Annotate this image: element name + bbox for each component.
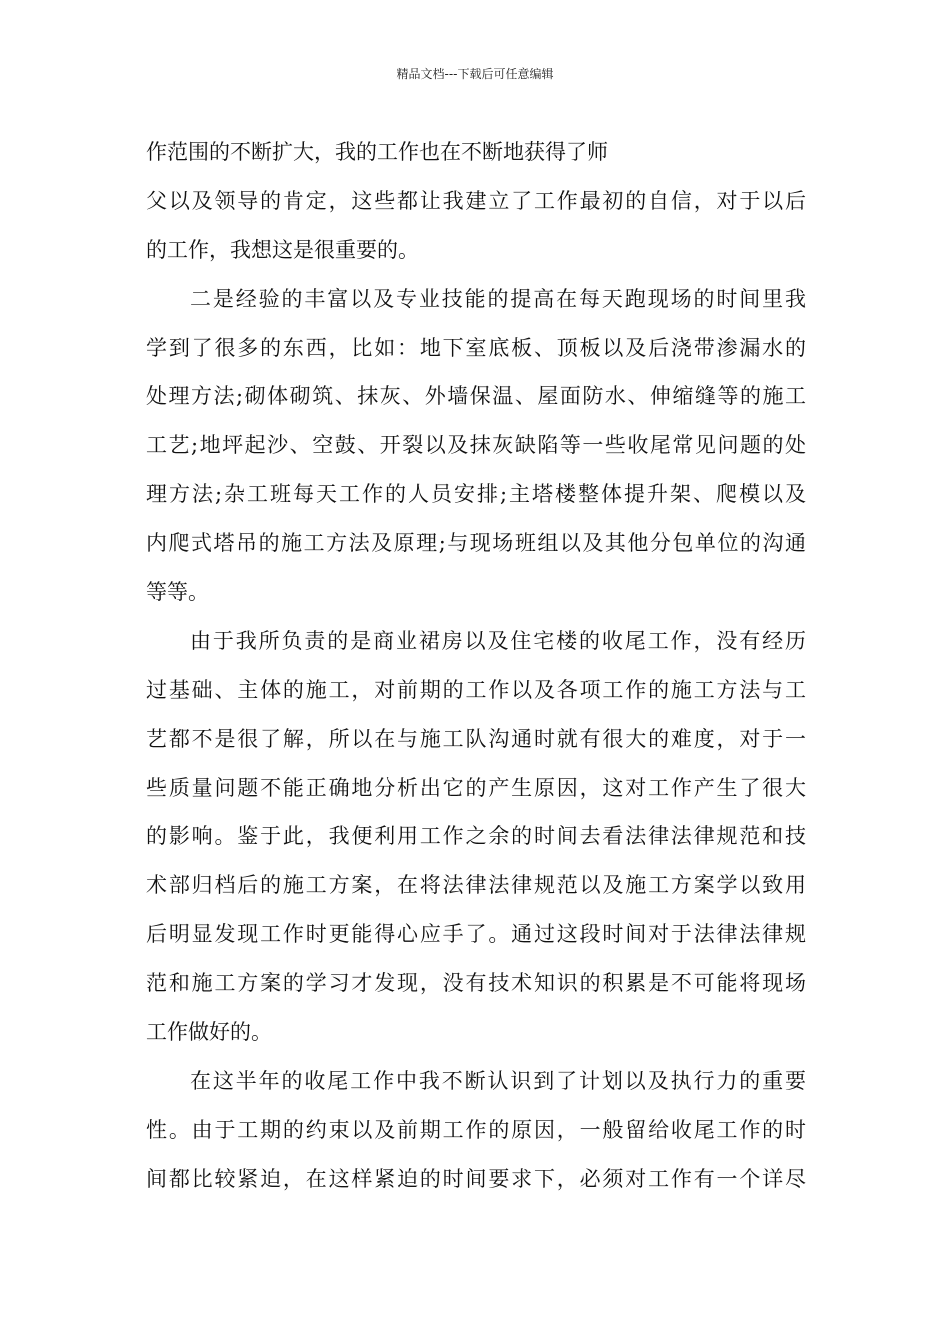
text-line: 等等。 (146, 580, 209, 605)
text-line: 些质量问题不能正确地分析出它的产生原因，这对工作产生了很大 (146, 775, 806, 800)
paragraph (146, 1057, 806, 1204)
text-line: 间都比较紧迫，在这样紧迫的时间要求下，必须对工作有一个详尽 (146, 1166, 806, 1191)
text-line: 术部归档后的施工方案，在将法律法律规范以及施工方案学以致用 (146, 873, 806, 898)
text-line: 在这半年的收尾工作中我不断认识到了计划以及执行力的重要 (190, 1068, 806, 1093)
text-line: 处理方法;砌体砌筑、抹灰、外墙保温、屋面防水、伸缩缝等的施工 (146, 384, 806, 409)
text-line: 理方法;杂工班每天工作的人员安排;主塔楼整体提升架、爬模以及 (146, 482, 806, 507)
text-line: 父以及领导的肯定，这些都让我建立了工作最初的自信，对于以后 (146, 188, 806, 213)
page-header: 精品文档---下载后可任意编辑 (396, 67, 554, 81)
paragraph (146, 275, 806, 617)
paragraph (146, 617, 806, 1057)
paragraph (146, 128, 806, 275)
text-line: 学到了很多的东西，比如：地下室底板、顶板以及后浇带渗漏水的 (146, 335, 806, 360)
document-body (146, 128, 806, 1204)
text-line: 二是经验的丰富以及专业技能的提高在每天跑现场的时间里我 (190, 286, 806, 311)
text-line: 由于我所负责的是商业裙房以及住宅楼的收尾工作，没有经历 (190, 628, 806, 653)
text-line: 性。由于工期的约束以及前期工作的原因，一般留给收尾工作的时 (146, 1117, 806, 1142)
text-line: 后明显发现工作时更能得心应手了。通过这段时间对于法律法律规 (146, 922, 806, 947)
text-line: 过基础、主体的施工，对前期的工作以及各项工作的施工方法与工 (146, 677, 806, 702)
text-line: 工作做好的。 (146, 1020, 272, 1045)
text-line: 的工作，我想这是很重要的。 (146, 237, 419, 262)
text-line: 范和施工方案的学习才发现，没有技术知识的积累是不可能将现场 (146, 971, 806, 996)
text-line: 工艺;地坪起沙、空鼓、开裂以及抹灰缺陷等一些收尾常见问题的处 (146, 433, 806, 458)
text-line: 内爬式塔吊的施工方法及原理;与现场班组以及其他分包单位的沟通 (146, 531, 806, 556)
text-line: 的影响。鉴于此，我便利用工作之余的时间去看法律法律规范和技 (146, 824, 806, 849)
text-line: 艺都不是很了解，所以在与施工队沟通时就有很大的难度，对于一 (146, 726, 806, 751)
text-line: 作范围的不断扩大，我的工作也在不断地获得了师 (146, 140, 608, 164)
